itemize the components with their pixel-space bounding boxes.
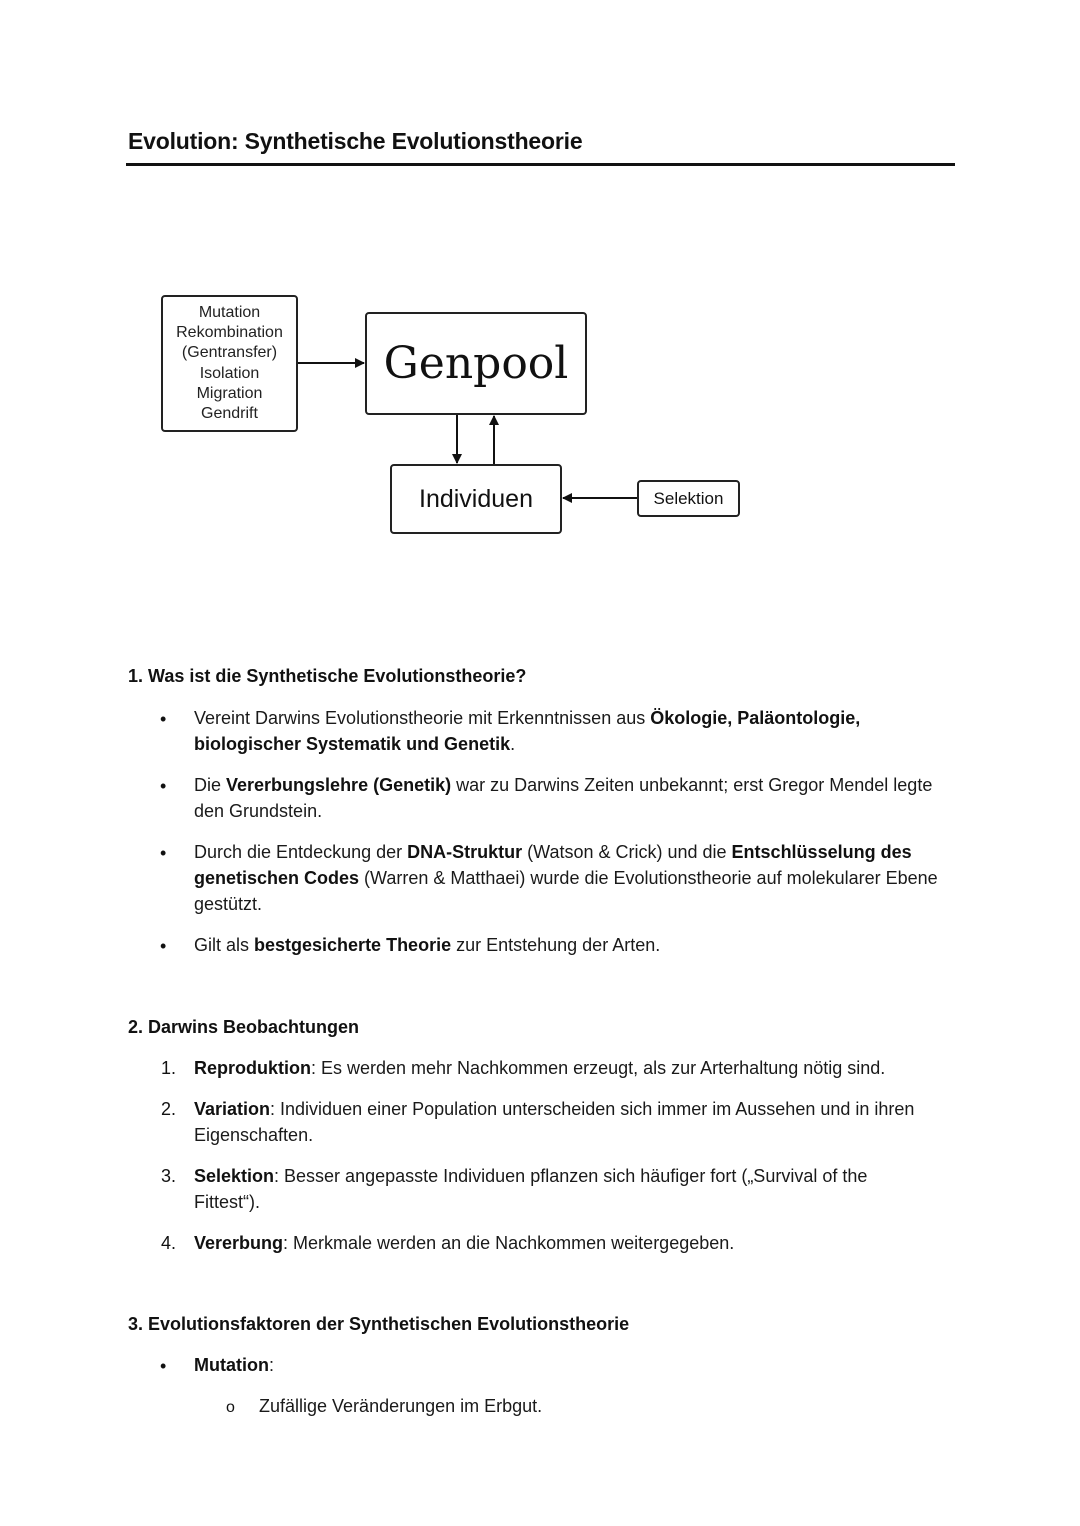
sub-bullet-icon: o [226,1399,235,1416]
list-item: Variation: Individuen einer Population unterscheiden sich immer im Aussehen und in ihren Eigenschaften. [194,1099,915,1145]
list-number: 1. [161,1058,177,1078]
list-item: Reproduktion: Es werden mehr Nachkommen erzeugt, als zur Arterhaltung nötig sind. [194,1058,886,1078]
selektion-label: Selektion [653,488,724,508]
list-item: Gilt als bestgesicherte Theorie zur Entstehung der Arten. [194,935,661,955]
list-item: Die Vererbungslehre (Genetik) war zu Darwins Zeiten unbekannt; erst Gregor Mendel legte den Grundstein. [194,775,933,821]
individuen-box [390,464,562,534]
factor-label: Gendrift [201,405,258,423]
evolution-diagram [0,0,1080,600]
list-number: 4. [161,1233,177,1253]
bullet-icon: • [160,843,167,863]
list-item: Vereint Darwins Evolutionstheorie mit Erkenntnissen aus Ökologie, Paläontologie, biologischer Systematik und Genetik. [194,708,861,754]
factor-label: Mutation [198,303,261,321]
bullet-icon: • [160,936,167,956]
list-item: Mutation: [194,1355,274,1375]
section-heading: 3. Evolutionsfaktoren der Synthetischen Evolutionstheorie [128,1314,630,1334]
genpool-box [365,312,587,415]
list-number: 3. [161,1166,177,1186]
list-number: 2. [161,1099,177,1119]
factor-label: (Gentransfer) [181,344,278,362]
individuen-label: Individuen [419,484,533,513]
list-item: Durch die Entdeckung der DNA-Struktur (Watson & Crick) und die Entschlüsselung des genetischen Codes (Warren & Matthaei) wurde die Evolutionstheorie auf molekularer Ebene gestützt. [194,842,938,914]
page-title: Evolution: Synthetische Evolutionstheorie [128,128,583,154]
factor-label: Isolation [199,364,260,382]
selektion-box [637,480,740,517]
bullet-icon: • [160,709,167,729]
genpool-label: Genpool [383,338,569,389]
factor-label: Migration [196,384,263,402]
bullet-icon: • [160,776,167,796]
factor-label: Rekombination [176,323,283,341]
bullet-icon: • [160,1356,167,1376]
section-heading: 1. Was ist die Synthetische Evolutionstheorie? [128,666,527,686]
sub-list-item: Zufällige Veränderungen im Erbgut. [259,1396,543,1416]
list-item: Vererbung: Merkmale werden an die Nachkommen weitergegeben. [194,1233,735,1253]
evolution-factors-box [161,295,298,432]
section-heading: 2. Darwins Beobachtungen [128,1017,360,1037]
list-item: Selektion: Besser angepasste Individuen pflanzen sich häufiger fort („Survival of the Fittest“). [194,1166,868,1212]
